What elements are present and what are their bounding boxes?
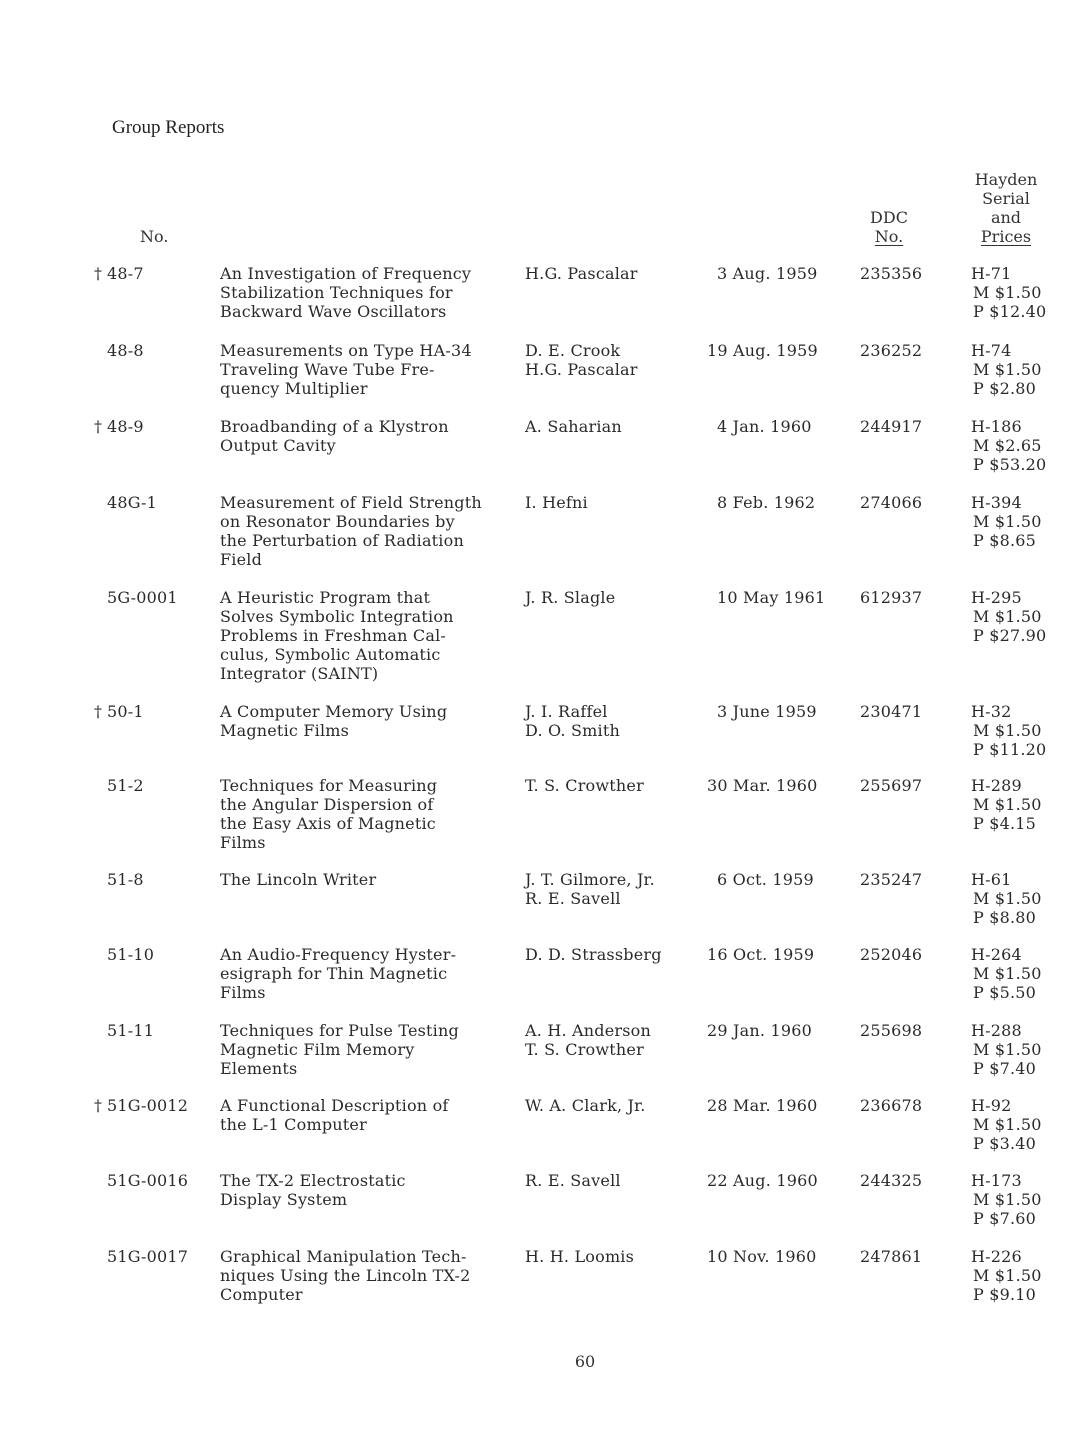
ddc-number: 236252 [860, 341, 923, 360]
author-name: W. A. Clark, Jr. [525, 1096, 646, 1115]
hayden-serial-prices [971, 702, 1081, 759]
report-authors [525, 417, 710, 436]
header-ddc-line: No. [874, 227, 904, 246]
report-date: 22 Aug. 1960 [707, 1171, 818, 1190]
author-name: H. H. Loomis [525, 1247, 635, 1266]
price: M $1.50 [973, 1040, 1042, 1059]
author-name: D. E. Crook [525, 341, 621, 360]
price: P $7.60 [973, 1209, 1037, 1228]
ddc-number: 255698 [860, 1021, 923, 1040]
price: M $1.50 [973, 721, 1042, 740]
author-name: D. O. Smith [525, 721, 620, 740]
hayden-serial-prices [971, 1247, 1081, 1304]
author-name: A. Saharian [525, 417, 622, 436]
report-title-line: Graphical Manipulation Tech- [220, 1247, 467, 1266]
author-name: H.G. Pascalar [525, 360, 638, 379]
report-authors [525, 870, 710, 908]
author-name: A. H. Anderson [525, 1021, 652, 1040]
report-title-line: Measurement of Field Strength [220, 493, 482, 512]
header-hayden-line: and [990, 208, 1022, 227]
price: M $2.65 [973, 436, 1042, 455]
hayden-serial: H-32 [971, 702, 1012, 721]
hayden-serial-prices [971, 417, 1081, 474]
report-date: 6 Oct. 1959 [717, 870, 814, 889]
report-title-line: Computer [220, 1285, 303, 1304]
header-hayden-line: Hayden [974, 170, 1038, 189]
report-number: 48-8 [107, 341, 144, 360]
report-title-line: Display System [220, 1190, 348, 1209]
report-title-line: Problems in Freshman Cal- [220, 626, 446, 645]
price: M $1.50 [973, 607, 1042, 626]
report-authors [525, 1247, 710, 1266]
report-title [220, 588, 520, 683]
report-date: 3 Aug. 1959 [717, 264, 818, 283]
hayden-serial: H-186 [971, 417, 1022, 436]
hayden-serial: H-92 [971, 1096, 1012, 1115]
price: M $1.50 [973, 1266, 1042, 1285]
hayden-serial: H-74 [971, 341, 1012, 360]
price: P $11.20 [973, 740, 1047, 759]
report-date: 29 Jan. 1960 [707, 1021, 812, 1040]
hayden-serial-prices [971, 1021, 1081, 1078]
report-title-line: Output Cavity [220, 436, 336, 455]
price: P $9.10 [973, 1285, 1037, 1304]
report-title-line: Stabilization Techniques for [220, 283, 453, 302]
header-hayden [968, 170, 1044, 246]
ddc-number: 247861 [860, 1247, 923, 1266]
report-authors [525, 341, 710, 379]
ddc-number: 252046 [860, 945, 923, 964]
report-number: 48G-1 [107, 493, 158, 512]
report-title-line: Techniques for Measuring [220, 776, 438, 795]
report-title-line: Broadbanding of a Klystron [220, 417, 449, 436]
price: P $8.65 [973, 531, 1037, 550]
report-title-line: Films [220, 833, 266, 852]
dagger-mark: † [94, 702, 103, 721]
ddc-number: 244917 [860, 417, 923, 436]
hayden-serial-prices [971, 264, 1081, 321]
report-authors [525, 264, 710, 283]
report-title-line: A Heuristic Program that [220, 588, 431, 607]
report-title-line: Solves Symbolic Integration [220, 607, 454, 626]
hayden-serial-prices [971, 870, 1081, 927]
hayden-serial-prices [971, 1096, 1081, 1153]
price: M $1.50 [973, 1190, 1042, 1209]
report-number: 5G-0001 [107, 588, 178, 607]
report-title [220, 417, 520, 455]
header-ddc-line: DDC [870, 208, 908, 227]
hayden-serial: H-61 [971, 870, 1012, 889]
hayden-serial-prices [971, 945, 1081, 1002]
ddc-number: 235356 [860, 264, 923, 283]
price: M $1.50 [973, 964, 1042, 983]
hayden-serial-prices [971, 1171, 1081, 1228]
report-title [220, 1171, 520, 1209]
price: M $1.50 [973, 512, 1042, 531]
report-title [220, 1021, 520, 1078]
report-date: 4 Jan. 1960 [717, 417, 812, 436]
price: P $4.15 [973, 814, 1037, 833]
report-number: 51G-0012 [107, 1096, 189, 1115]
report-number: 48-9 [107, 417, 144, 436]
price: P $8.80 [973, 908, 1037, 927]
report-title-line: Measurements on Type HA-34 [220, 341, 472, 360]
author-name: J. R. Slagle [525, 588, 616, 607]
hayden-serial-prices [971, 493, 1081, 550]
author-name: D. D. Strassberg [525, 945, 662, 964]
report-number: 51-11 [107, 1021, 155, 1040]
price: M $1.50 [973, 1115, 1042, 1134]
hayden-serial-prices [971, 341, 1081, 398]
report-title-line: Films [220, 983, 266, 1002]
report-date: 28 Mar. 1960 [707, 1096, 818, 1115]
report-authors [525, 1096, 710, 1115]
report-title-line: Magnetic Films [220, 721, 350, 740]
author-name: R. E. Savell [525, 1171, 621, 1190]
price: P $27.90 [973, 626, 1047, 645]
report-title-line: Magnetic Film Memory [220, 1040, 415, 1059]
report-title-line: The TX-2 Electrostatic [220, 1171, 406, 1190]
report-title [220, 945, 520, 1002]
author-name: J. I. Raffel [525, 702, 608, 721]
header-hayden-line: Serial [982, 189, 1030, 208]
report-date: 10 May 1961 [717, 588, 826, 607]
dagger-mark: † [94, 417, 103, 436]
report-title-line: An Investigation of Frequency [220, 264, 472, 283]
report-title-line: quency Multiplier [220, 379, 368, 398]
hayden-serial-prices [971, 588, 1081, 645]
author-name: T. S. Crowther [525, 776, 644, 795]
dagger-mark: † [94, 1096, 103, 1115]
report-number: 48-7 [107, 264, 144, 283]
price: P $7.40 [973, 1059, 1037, 1078]
ddc-number: 244325 [860, 1171, 923, 1190]
header-ddc [862, 208, 916, 246]
price: M $1.50 [973, 283, 1042, 302]
hayden-serial: H-288 [971, 1021, 1022, 1040]
hayden-serial: H-295 [971, 588, 1022, 607]
report-title-line: on Resonator Boundaries by [220, 512, 455, 531]
dagger-mark: † [94, 264, 103, 283]
author-name: R. E. Savell [525, 889, 621, 908]
hayden-serial-prices [971, 776, 1081, 833]
report-title [220, 341, 520, 398]
report-number: 51-8 [107, 870, 144, 889]
header-hayden-line: Prices [980, 227, 1032, 246]
report-authors [525, 588, 710, 607]
price: P $12.40 [973, 302, 1047, 321]
ddc-number: 235247 [860, 870, 923, 889]
report-title-line: culus, Symbolic Automatic [220, 645, 441, 664]
report-title-line: Traveling Wave Tube Fre- [220, 360, 435, 379]
report-authors [525, 493, 710, 512]
price: M $1.50 [973, 795, 1042, 814]
price: P $5.50 [973, 983, 1037, 1002]
ddc-number: 230471 [860, 702, 923, 721]
section-title: Group Reports [112, 117, 225, 138]
report-authors [525, 1171, 710, 1190]
report-title-line: An Audio-Frequency Hyster- [220, 945, 457, 964]
report-title [220, 264, 520, 321]
report-title-line: Field [220, 550, 263, 569]
report-authors [525, 702, 710, 740]
report-number: 51G-0016 [107, 1171, 189, 1190]
report-authors [525, 945, 710, 964]
report-number: 50-1 [107, 702, 144, 721]
price: M $1.50 [973, 360, 1042, 379]
hayden-serial: H-226 [971, 1247, 1022, 1266]
report-title-line: niques Using the Lincoln TX-2 [220, 1266, 471, 1285]
page-number: 60 [574, 1352, 596, 1371]
report-number: 51-10 [107, 945, 155, 964]
report-title-line: Elements [220, 1059, 298, 1078]
report-title-line: A Functional Description of [220, 1096, 449, 1115]
hayden-serial: H-394 [971, 493, 1022, 512]
hayden-serial: H-289 [971, 776, 1022, 795]
report-date: 3 June 1959 [717, 702, 817, 721]
report-title [220, 870, 520, 889]
report-title-line: The Lincoln Writer [220, 870, 377, 889]
report-date: 8 Feb. 1962 [717, 493, 816, 512]
report-title [220, 1247, 520, 1304]
header-no: No. [140, 227, 169, 246]
report-title [220, 776, 520, 852]
report-title [220, 702, 520, 740]
ddc-number: 236678 [860, 1096, 923, 1115]
price: P $53.20 [973, 455, 1047, 474]
report-date: 10 Nov. 1960 [707, 1247, 817, 1266]
report-title-line: Backward Wave Oscillators [220, 302, 447, 321]
price: M $1.50 [973, 889, 1042, 908]
report-title-line: Techniques for Pulse Testing [220, 1021, 459, 1040]
report-title-line: esigraph for Thin Magnetic [220, 964, 448, 983]
report-number: 51-2 [107, 776, 144, 795]
hayden-serial: H-71 [971, 264, 1012, 283]
price: P $2.80 [973, 379, 1037, 398]
report-date: 16 Oct. 1959 [707, 945, 815, 964]
report-title-line: A Computer Memory Using [220, 702, 448, 721]
ddc-number: 274066 [860, 493, 923, 512]
report-date: 30 Mar. 1960 [707, 776, 818, 795]
report-title [220, 493, 520, 569]
author-name: H.G. Pascalar [525, 264, 638, 283]
report-title-line: Integrator (SAINT) [220, 664, 379, 683]
author-name: J. T. Gilmore, Jr. [525, 870, 655, 889]
report-title-line: the Perturbation of Radiation [220, 531, 464, 550]
ddc-number: 612937 [860, 588, 923, 607]
hayden-serial: H-264 [971, 945, 1022, 964]
report-title-line: the Easy Axis of Magnetic [220, 814, 436, 833]
author-name: I. Hefni [525, 493, 588, 512]
author-name: T. S. Crowther [525, 1040, 644, 1059]
report-date: 19 Aug. 1959 [707, 341, 818, 360]
report-title [220, 1096, 520, 1134]
report-authors [525, 1021, 710, 1059]
ddc-number: 255697 [860, 776, 923, 795]
price: P $3.40 [973, 1134, 1037, 1153]
report-title-line: the Angular Dispersion of [220, 795, 434, 814]
report-authors [525, 776, 710, 795]
report-number: 51G-0017 [107, 1247, 189, 1266]
report-title-line: the L-1 Computer [220, 1115, 367, 1134]
hayden-serial: H-173 [971, 1171, 1022, 1190]
